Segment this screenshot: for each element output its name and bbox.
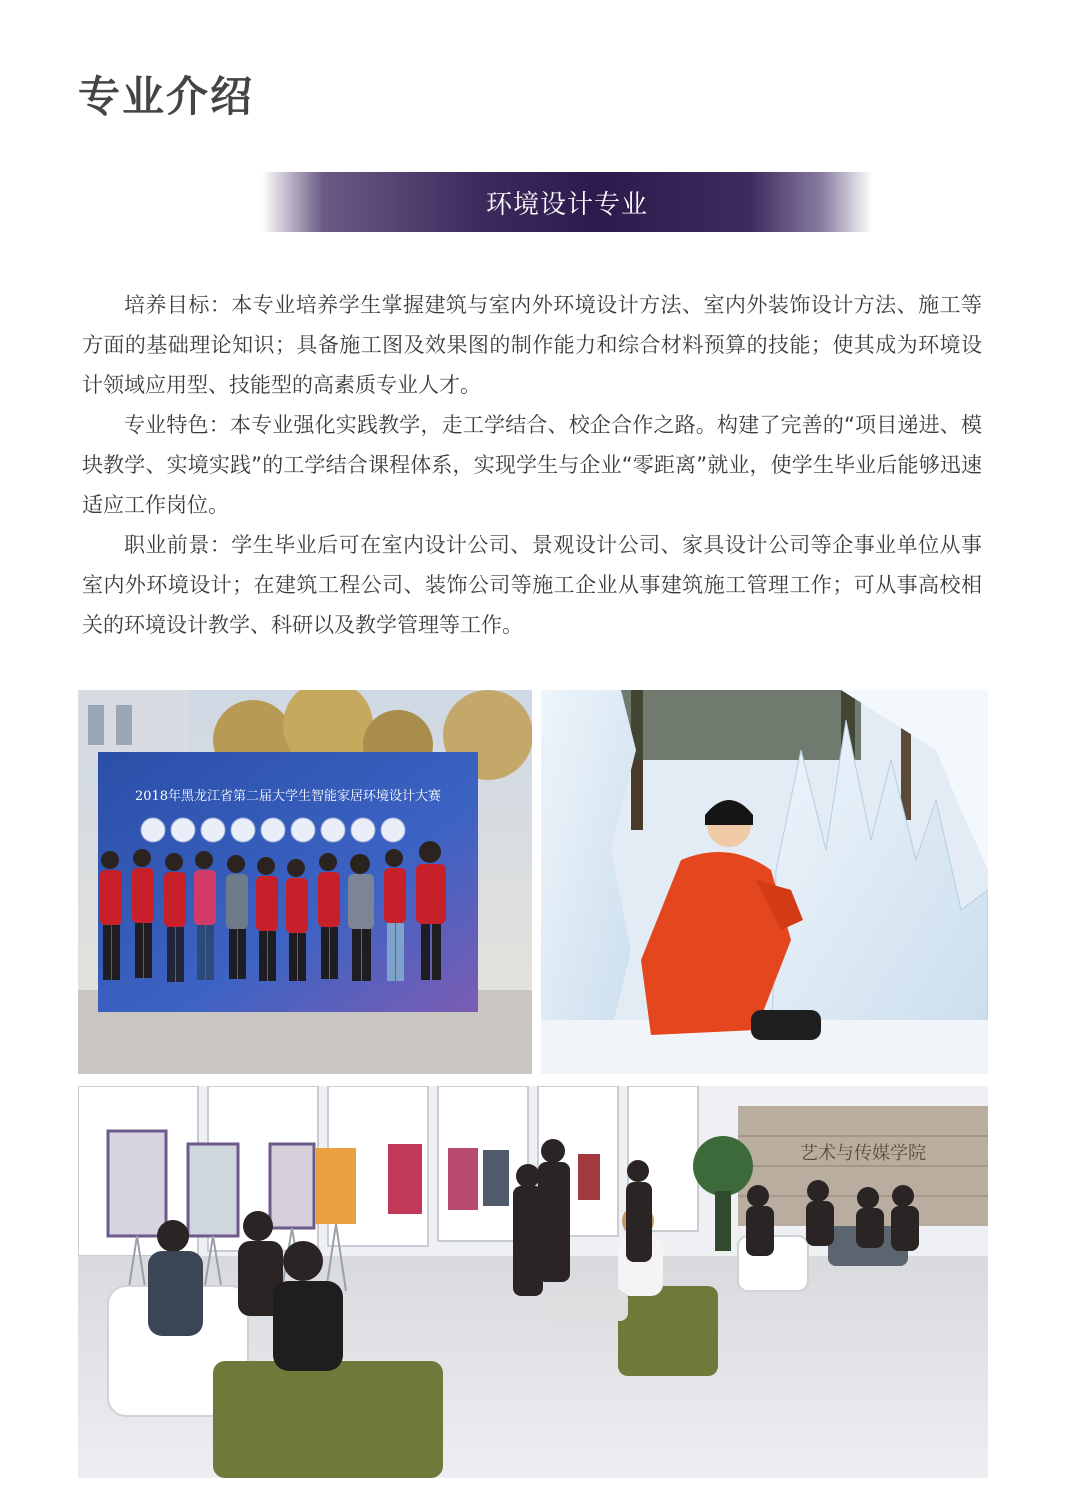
section-title: 环境设计专业 <box>485 189 648 220</box>
paragraph-major-features: 专业特色：本专业强化实践教学，走工学结合、校企合作之路。构建了完善的“项目递进、模块教学、实境实践”的工学结合课程体系，实现学生与企业“零距离”就业，使学生毕业后能够迅速适应工作岗位。 <box>82 413 982 517</box>
contest-banner-text: 2018年黑龙江省第二届大学生智能家居环境设计大赛 <box>134 789 442 804</box>
contest-group-photo <box>78 690 532 1074</box>
paragraph-training-goal: 培养目标：本专业培养学生掌握建筑与室内外环境设计方法、室内外装饰设计方法、施工等方面的基础理论知识；具备施工图及效果图的制作能力和综合材料预算的技能；使其成为环境设计领域应用型、技能型的高素质专业人才。 <box>82 293 982 397</box>
page-title: 专业介绍 <box>78 72 255 121</box>
hall-wall-sign: 艺术与传媒学院 <box>800 1143 926 1164</box>
major-description <box>82 285 982 645</box>
paragraph-career-prospects: 职业前景：学生毕业后可在室内设计公司、景观设计公司、家具设计公司等企事业单位从事室内外环境设计；在建筑工程公司、装饰公司等施工企业从事建筑施工管理工作；可从事高校相关的环境设计教学、科研以及教学管理等工作。 <box>82 533 982 637</box>
exhibition-hall-photo <box>78 1086 988 1478</box>
section-banner <box>262 172 872 232</box>
ice-sculpture-photo <box>541 690 988 1074</box>
